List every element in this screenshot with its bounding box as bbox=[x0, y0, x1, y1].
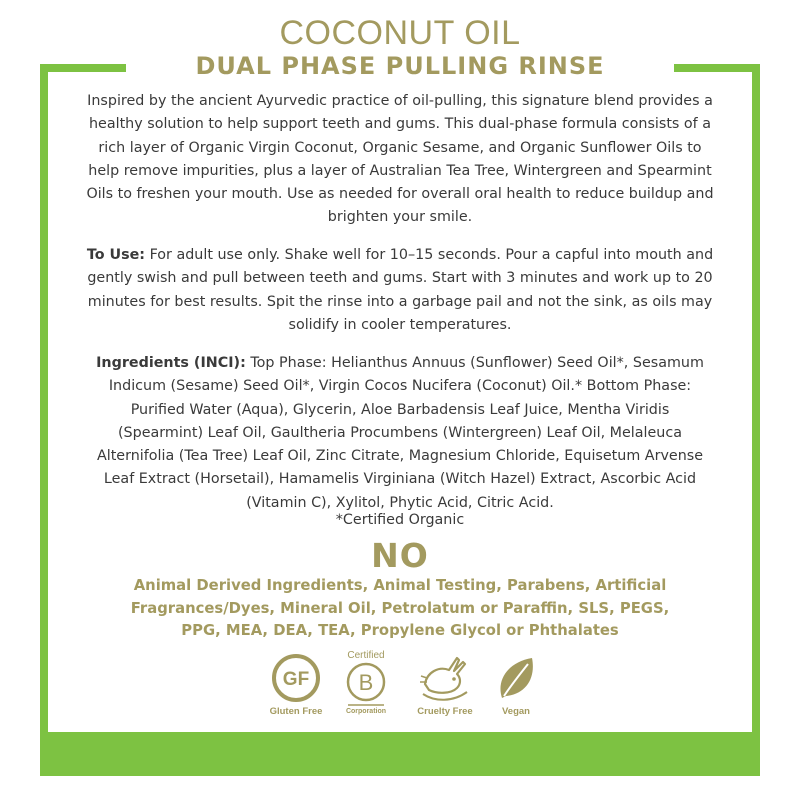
leaf-icon bbox=[490, 652, 542, 704]
b-corp-certified-text: Certified bbox=[347, 650, 385, 661]
b-corp-mark: B bbox=[358, 670, 374, 695]
to-use-label: To Use: bbox=[86, 247, 146, 263]
b-corp-label: Corporation bbox=[345, 708, 387, 715]
cruelty-free-badge bbox=[405, 652, 485, 717]
ingredients-paragraph bbox=[86, 352, 714, 515]
free-from-list: Animal Derived Ingredients, Animal Testing, Parabens, Artificial Fragrances/Dyes, Mineral Oil, Petrolatum or Paraffin, SLS, PEGS, PPG, MEA, DEA, TEA, Propylene Glycol or Phthalates bbox=[130, 577, 670, 639]
ingredients-text: Top Phase: Helianthus Annuus (Sunflower) Seed Oil*, Sesamum Indicum (Sesame) Seed Oil*, Virgin Cocos Nucifera (Coconut) Oil.* Bottom Phase: Purified Water (Aqua), Glycerin, Aloe Barbadensis Leaf Juice, Mentha Viridis (Spearmint) Leaf Oil, Gaultheria Procumbens (Wintergreen) Leaf Oil, Melaleuca Alternifolia (Tea Tree) Leaf Oil, Zinc Citrate, Magnesium Chloride, Equisetum Arvense Leaf Extract (Horsetail), Hamamelis Virginiana (Witch Hazel) Extract, Ascorbic Acid (Vitamin C), Xylitol, Phytic Acid, Citric Acid. bbox=[96, 355, 704, 511]
vegan-label: Vegan bbox=[502, 706, 530, 717]
frame-bottom-band bbox=[40, 732, 760, 776]
description-paragraph: Inspired by the ancient Ayurvedic practice of oil-pulling, this signature blend provides a healthy solution to help support teeth and gums. This dual-phase formula consists of a rich layer of Organic Virgin Coconut, Organic Sesame, and Organic Sunflower Oils to help remove impurities, plus a layer of Australian Tea Tree, Wintergreen and Spearmint Oils to freshen your mouth. Use as needed for overall oral health to reduce buildup and brighten your smile. bbox=[86, 93, 714, 226]
gluten-free-label: Gluten Free bbox=[269, 706, 323, 717]
frame-left-border bbox=[40, 64, 48, 776]
certified-organic-note: *Certified Organic bbox=[335, 512, 465, 528]
b-corp-icon bbox=[336, 648, 396, 712]
frame-right-border bbox=[752, 64, 760, 776]
product-subtitle: DUAL PHASE PULLING RINSE bbox=[195, 52, 605, 80]
b-corp-badge bbox=[326, 648, 406, 715]
to-use-text: For adult use only. Shake well for 10–15 seconds. Pour a capful into mouth and gently swish and pull between teeth and gums. Start with 3 minutes and work up to 20 minutes for best results. Spit the rinse into a garbage pail and not the sink, as oils may solidify in cooler temperatures. bbox=[87, 247, 714, 333]
cruelty-free-label: Cruelty Free bbox=[417, 706, 473, 717]
gluten-free-badge bbox=[256, 652, 336, 717]
ingredients-label: Ingredients (INCI): bbox=[96, 355, 246, 371]
bunny-icon bbox=[417, 652, 473, 704]
gluten-free-mark: GF bbox=[282, 669, 310, 690]
product-title: COCONUT OIL bbox=[279, 14, 521, 52]
gluten-free-icon bbox=[270, 652, 322, 704]
vegan-badge bbox=[476, 652, 556, 717]
no-heading: NO bbox=[371, 536, 429, 575]
to-use-paragraph bbox=[86, 244, 714, 337]
